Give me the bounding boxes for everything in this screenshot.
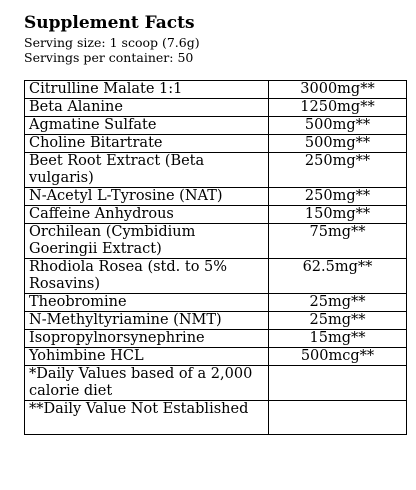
table-row bbox=[25, 153, 407, 188]
ingredient-name: Isopropylnorsynephrine bbox=[25, 330, 269, 348]
ingredient-name: Beta Alanine bbox=[25, 99, 269, 117]
ingredient-amount: 500mg** bbox=[269, 117, 407, 135]
ingredient-name: Citrulline Malate 1:1 bbox=[25, 81, 269, 99]
table-row bbox=[25, 188, 407, 206]
servings-per-container: Servings per container: 50 bbox=[24, 50, 194, 65]
footnote-not-established: **Daily Value Not Established bbox=[25, 401, 269, 435]
ingredient-amount: 62.5mg** bbox=[269, 259, 407, 294]
footnote-empty-cell bbox=[269, 401, 407, 435]
ingredient-name: Theobromine bbox=[25, 294, 269, 312]
ingredient-name: Orchilean (Cymbidium Goeringii Extract) bbox=[25, 224, 269, 259]
supplement-facts-table bbox=[24, 80, 407, 435]
footnote-row bbox=[25, 366, 407, 401]
table-row bbox=[25, 348, 407, 366]
table-row bbox=[25, 312, 407, 330]
table-row bbox=[25, 99, 407, 117]
ingredient-name: Yohimbine HCL bbox=[25, 348, 269, 366]
serving-size: Serving size: 1 scoop (7.6g) bbox=[24, 35, 200, 50]
ingredient-amount: 25mg** bbox=[269, 312, 407, 330]
ingredient-name: N-Acetyl L-Tyrosine (NAT) bbox=[25, 188, 269, 206]
ingredient-amount: 1250mg** bbox=[269, 99, 407, 117]
ingredient-amount: 25mg** bbox=[269, 294, 407, 312]
ingredient-name: Beet Root Extract (Beta vulgaris) bbox=[25, 153, 269, 188]
ingredient-amount: 15mg** bbox=[269, 330, 407, 348]
footnote-empty-cell bbox=[269, 366, 407, 401]
ingredient-amount: 500mcg** bbox=[269, 348, 407, 366]
panel-title: Supplement Facts bbox=[24, 13, 195, 33]
table-row bbox=[25, 117, 407, 135]
table-row bbox=[25, 224, 407, 259]
table-row bbox=[25, 135, 407, 153]
table-row bbox=[25, 259, 407, 294]
ingredient-amount: 75mg** bbox=[269, 224, 407, 259]
ingredient-name: Choline Bitartrate bbox=[25, 135, 269, 153]
ingredient-amount: 250mg** bbox=[269, 188, 407, 206]
footnote-row bbox=[25, 401, 407, 435]
table-row bbox=[25, 294, 407, 312]
ingredient-amount: 250mg** bbox=[269, 153, 407, 188]
ingredient-name: Caffeine Anhydrous bbox=[25, 206, 269, 224]
table-row bbox=[25, 81, 407, 99]
ingredient-amount: 3000mg** bbox=[269, 81, 407, 99]
ingredient-name: Agmatine Sulfate bbox=[25, 117, 269, 135]
ingredient-amount: 150mg** bbox=[269, 206, 407, 224]
ingredient-name: Rhodiola Rosea (std. to 5% Rosavins) bbox=[25, 259, 269, 294]
table-row bbox=[25, 206, 407, 224]
ingredient-name: N-Methyltyriamine (NMT) bbox=[25, 312, 269, 330]
ingredient-amount: 500mg** bbox=[269, 135, 407, 153]
table-row bbox=[25, 330, 407, 348]
footnote-daily-values: *Daily Values based of a 2,000 calorie diet bbox=[25, 366, 269, 401]
